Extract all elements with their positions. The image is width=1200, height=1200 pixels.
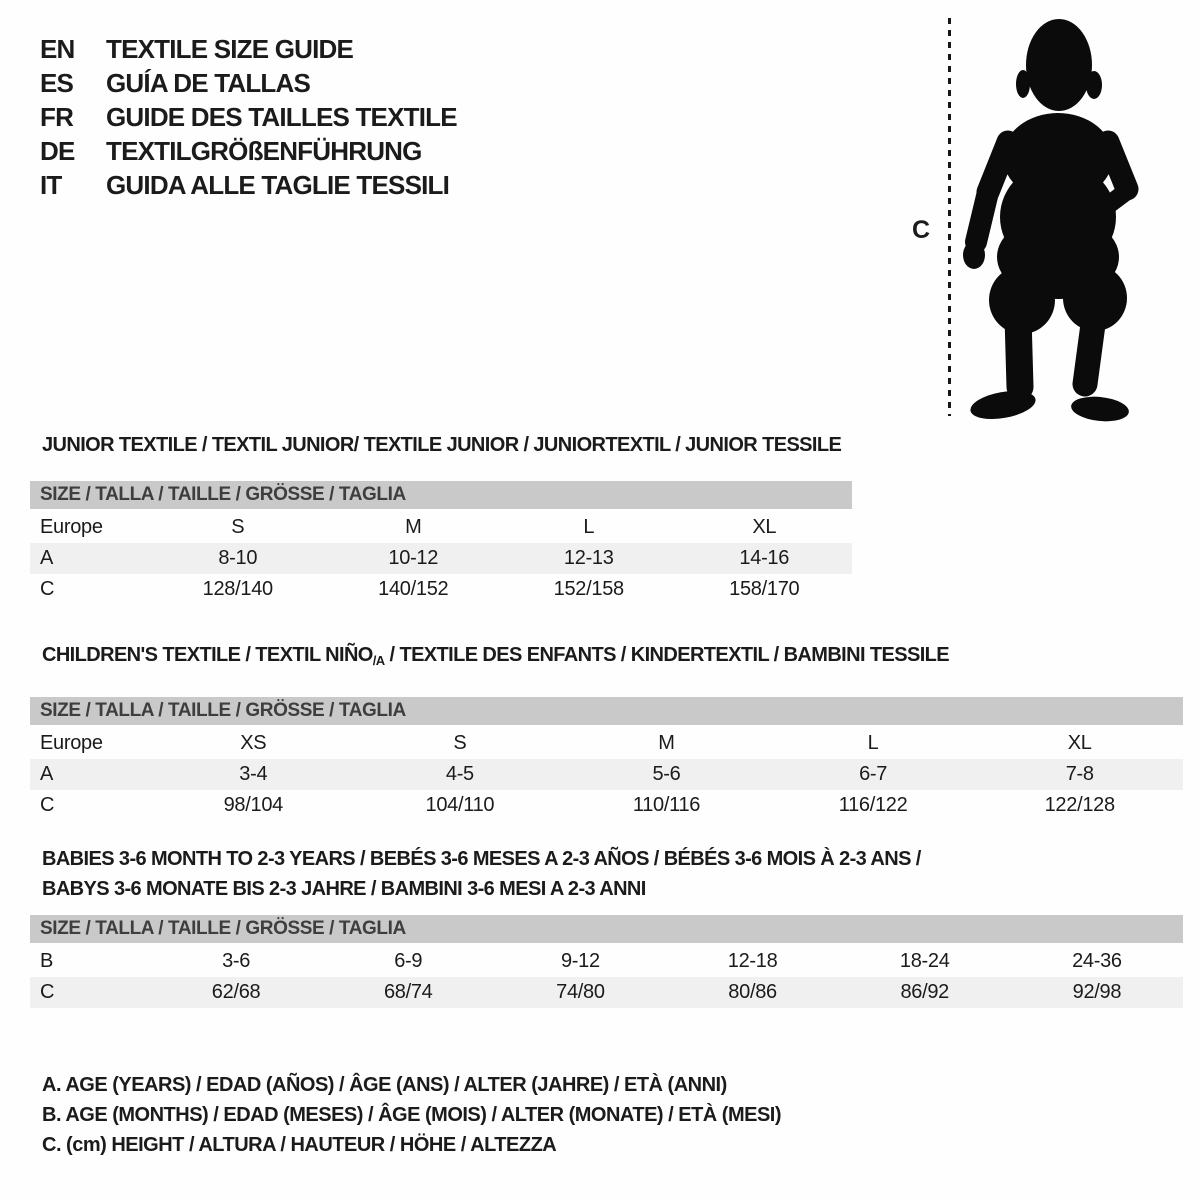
table-cell: 98/104 — [223, 794, 283, 816]
guide-title-it: GUIDA ALLE TAGLIE TESSILI — [106, 170, 450, 200]
table-cell: 3-4 — [239, 763, 268, 785]
table-cell: 8-10 — [218, 547, 258, 569]
table-row — [30, 728, 1183, 759]
guide-title-es: GUÍA DE TALLAS — [106, 68, 311, 98]
height-measure-label: C — [912, 216, 931, 244]
legend-line-c: C. (cm) HEIGHT / ALTURA / HAUTEUR / HÖHE / ALTEZZA — [42, 1134, 557, 1156]
table-row — [30, 977, 1183, 1008]
table-cell: 6-7 — [859, 763, 888, 785]
table-cell: 152/158 — [553, 578, 624, 600]
table-cell: M — [658, 732, 675, 754]
table-cell: 68/74 — [383, 981, 433, 1003]
language-code: DE — [40, 136, 75, 166]
section-title — [30, 645, 1183, 671]
section-title: BABIES 3-6 MONTH TO 2-3 YEARS / BEBÉS 3-6 MESES A 2-3 AÑOS / BÉBÉS 3-6 MOIS À 2-3 ANS / — [42, 848, 921, 870]
table-cell: 140/152 — [378, 578, 449, 600]
row-label: C — [40, 578, 55, 600]
table-cell: XL — [752, 516, 777, 538]
table-cell: 62/68 — [211, 981, 261, 1003]
table-cell: S — [453, 732, 467, 754]
table-cell: 5-6 — [652, 763, 681, 785]
table-row — [30, 574, 852, 605]
section-title: JUNIOR TEXTILE / TEXTIL JUNIOR/ TEXTILE JUNIOR / JUNIORTEXTIL / JUNIOR TESSILE — [42, 434, 842, 456]
table-cell: 158/170 — [729, 578, 800, 600]
table-cell: 74/80 — [556, 981, 605, 1003]
table-cell: XS — [240, 732, 267, 754]
row-label: Europe — [40, 732, 103, 754]
height-measure-dashed-line — [948, 18, 951, 416]
row-label: C — [40, 981, 55, 1003]
row-label: A — [40, 547, 54, 569]
section-title-line2: BABYS 3-6 MONATE BIS 2-3 JAHRE / BAMBINI 3-6 MESI A 2-3 ANNI — [42, 878, 646, 900]
guide-title-de: TEXTILGRÖßENFÜHRUNG — [106, 136, 422, 166]
language-code: FR — [40, 102, 74, 132]
size-table-header: SIZE / TALLA / TAILLE / GRÖSSE / TAGLIA — [30, 481, 852, 509]
table-cell: L — [583, 516, 595, 538]
section-title-text: CHILDREN'S TEXTILE / TEXTIL NIÑO — [42, 644, 373, 666]
guide-title-en: TEXTILE SIZE GUIDE — [106, 34, 354, 64]
table-cell: 110/116 — [632, 794, 701, 816]
table-cell: 12-18 — [727, 950, 778, 972]
size-table-header: SIZE / TALLA / TAILLE / GRÖSSE / TAGLIA — [30, 915, 1183, 943]
toddler-silhouette-icon — [958, 12, 1140, 422]
table-row — [30, 759, 1183, 790]
row-label: C — [40, 794, 55, 816]
table-cell: 9-12 — [560, 950, 600, 972]
size-table — [30, 946, 1183, 1008]
row-label: Europe — [40, 516, 103, 538]
table-cell: 80/86 — [728, 981, 777, 1003]
table-cell: 116/122 — [838, 794, 908, 816]
table-cell: 14-16 — [739, 547, 790, 569]
table-cell: 104/110 — [425, 794, 495, 816]
language-code: EN — [40, 34, 75, 64]
table-cell: 24-36 — [1072, 950, 1122, 972]
section-babies-textile — [30, 849, 1183, 1008]
table-row — [30, 946, 1183, 977]
table-cell: 10-12 — [388, 547, 439, 569]
size-table — [30, 728, 1183, 821]
section-title-text: / TEXTILE DES ENFANTS / KINDERTEXTIL / BAMBINI TESSILE — [384, 644, 950, 666]
row-label: B — [40, 950, 54, 972]
table-cell: 4-5 — [445, 763, 474, 785]
table-cell: S — [231, 516, 245, 538]
table-cell: 86/92 — [900, 981, 950, 1003]
section-junior-textile — [30, 435, 852, 605]
guide-title-fr: GUIDE DES TAILLES TEXTILE — [106, 102, 457, 132]
table-row — [30, 512, 852, 543]
legend-line-a: A. AGE (YEARS) / EDAD (AÑOS) / ÂGE (ANS) / ALTER (JAHRE) / ETÀ (ANNI) — [42, 1074, 727, 1096]
measurement-legend — [42, 1070, 781, 1160]
table-cell: 3-6 — [222, 950, 251, 972]
table-row — [30, 790, 1183, 821]
size-table — [30, 512, 852, 605]
table-cell: 6-9 — [394, 950, 423, 972]
legend-line-b: B. AGE (MONTHS) / EDAD (MESES) / ÂGE (MOIS) / ALTER (MONATE) / ETÀ (MESI) — [42, 1104, 782, 1126]
table-cell: 92/98 — [1072, 981, 1122, 1003]
table-cell: 122/128 — [1044, 794, 1115, 816]
table-row — [30, 543, 852, 574]
table-cell: 12-13 — [563, 547, 614, 569]
row-label: A — [40, 763, 54, 785]
table-cell: L — [867, 732, 879, 754]
language-code: ES — [40, 68, 74, 98]
table-cell: 18-24 — [899, 950, 950, 972]
size-table-header: SIZE / TALLA / TAILLE / GRÖSSE / TAGLIA — [30, 697, 1183, 725]
table-cell: 7-8 — [1065, 763, 1094, 785]
language-code: IT — [40, 170, 62, 200]
table-cell: M — [405, 516, 422, 538]
table-cell: 128/140 — [202, 578, 273, 600]
section-childrens-textile — [30, 645, 1183, 821]
section-title-subscript: /A — [372, 653, 385, 668]
table-cell: XL — [1067, 732, 1092, 754]
language-title-list — [40, 32, 457, 202]
